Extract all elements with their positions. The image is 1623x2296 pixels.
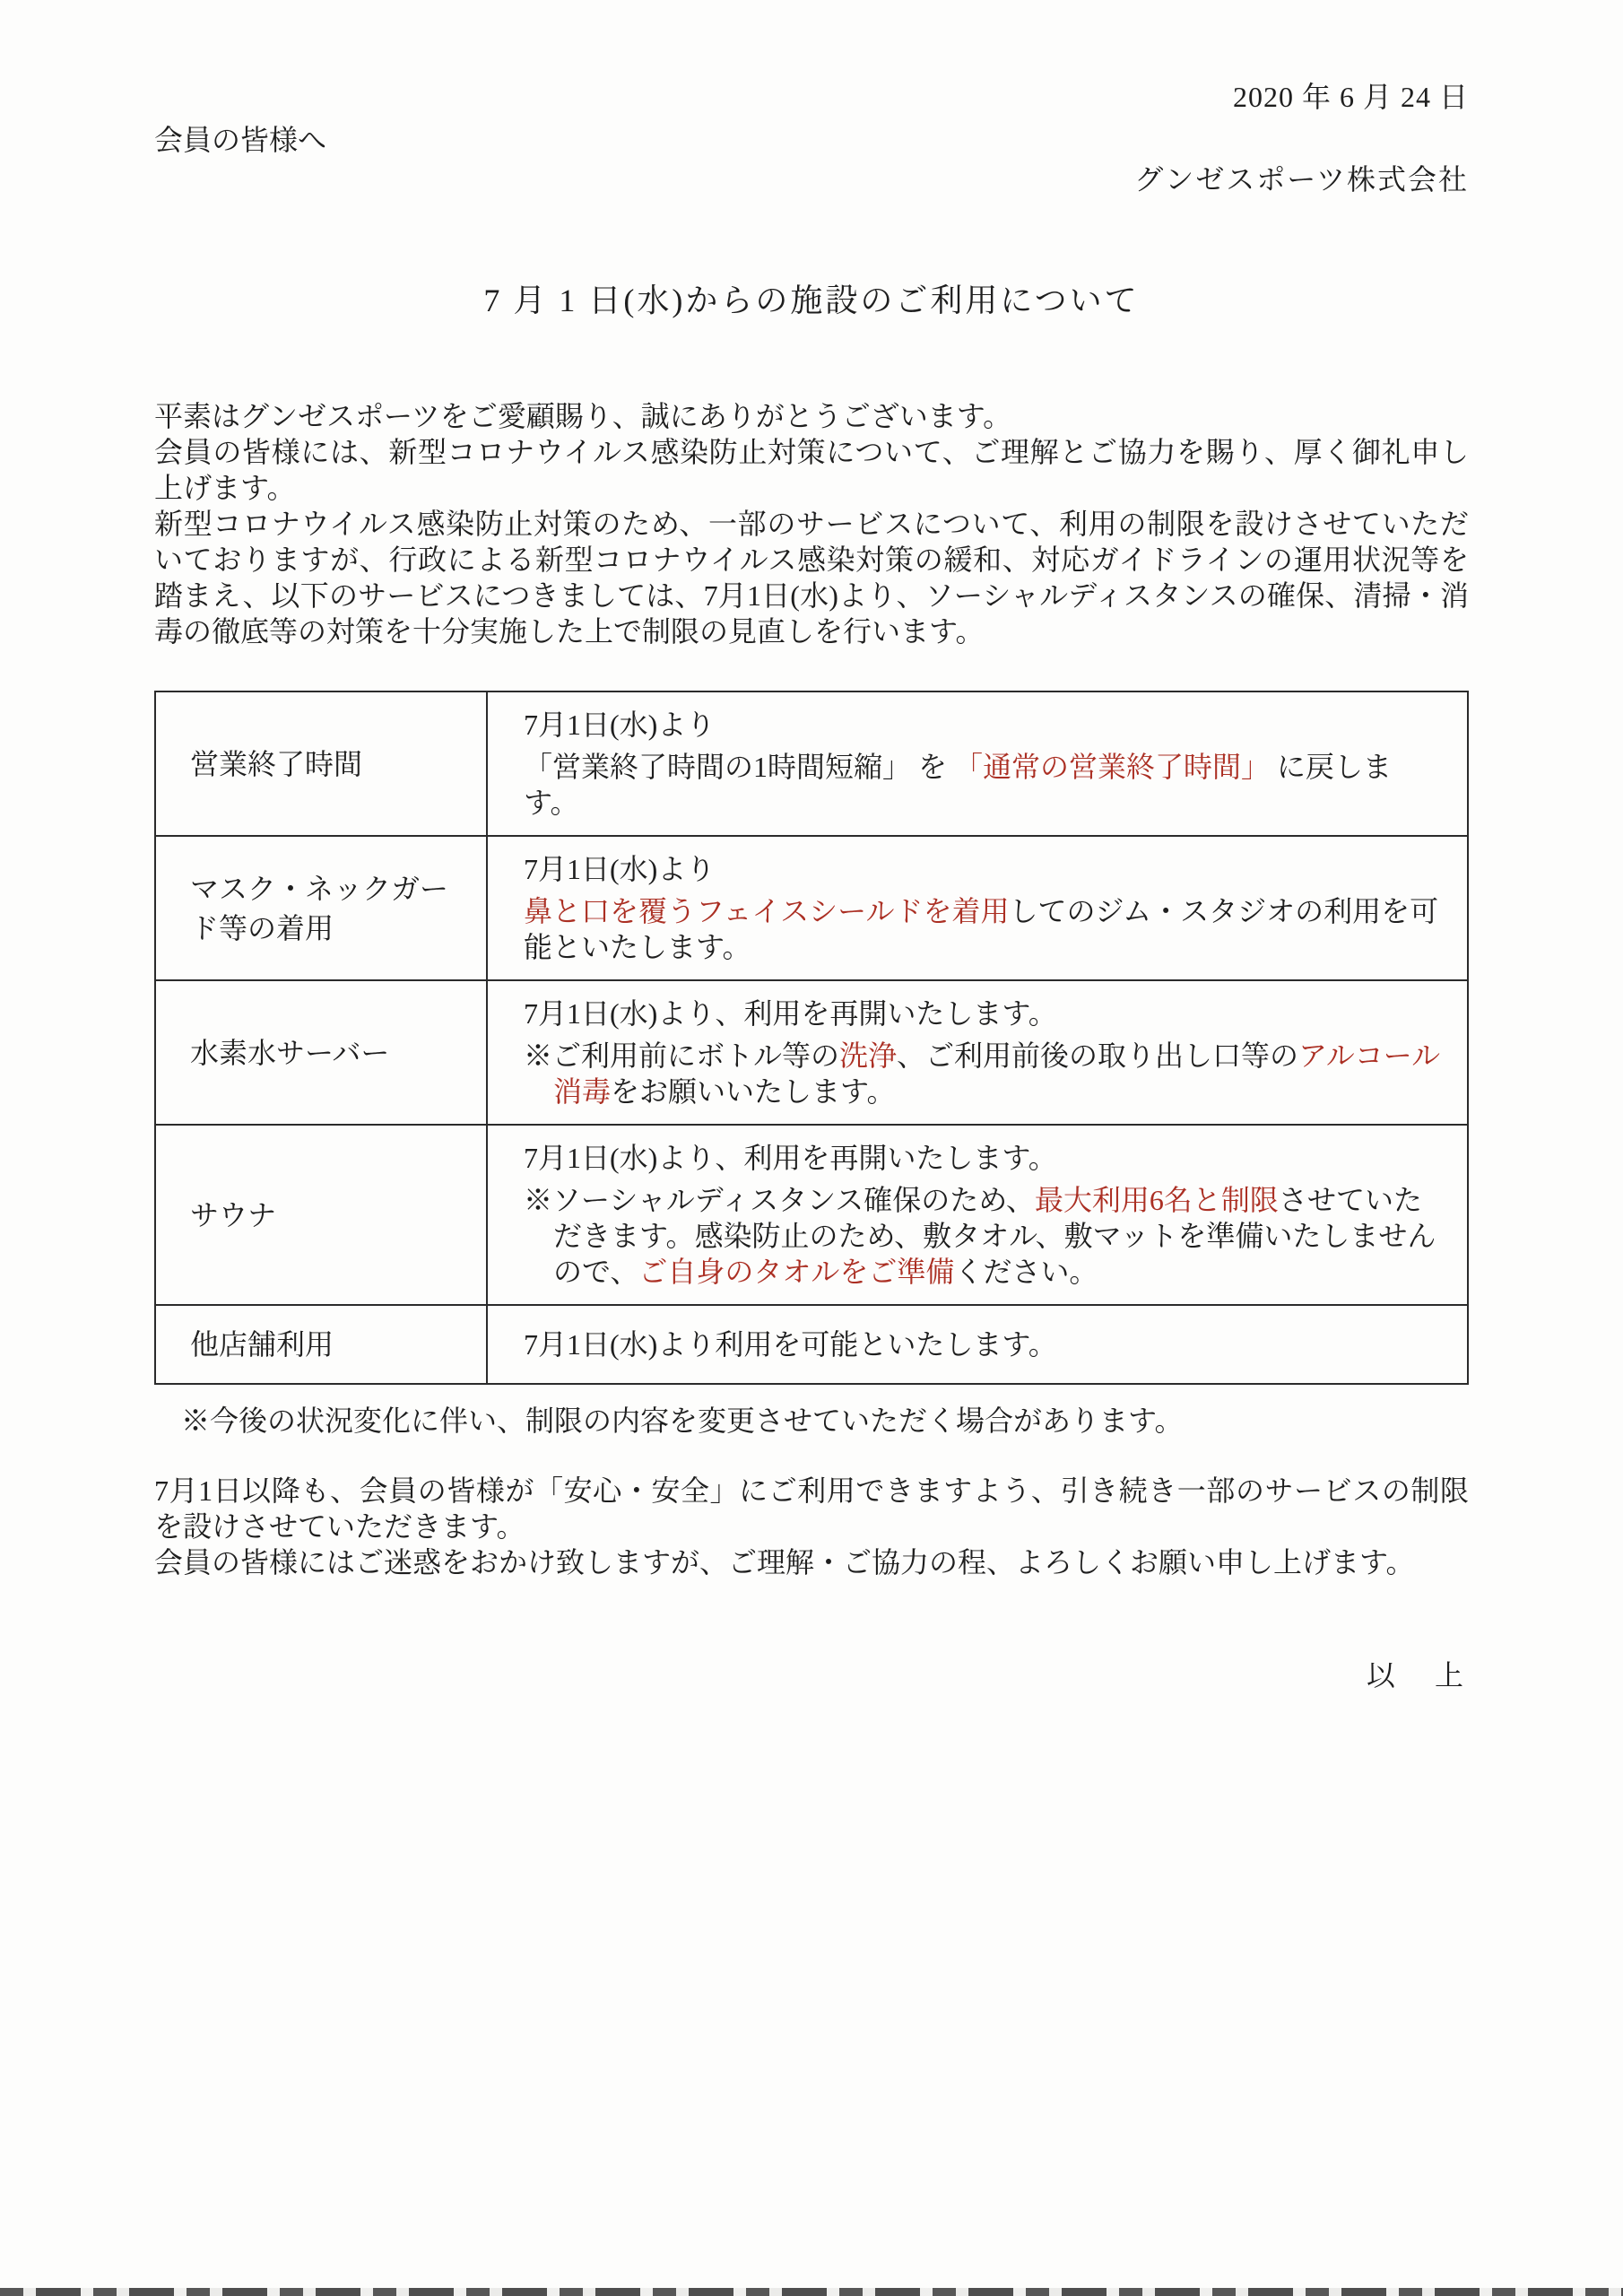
detail-line xyxy=(524,749,1445,821)
sender-company-name: グンゼスポーツ株式会社 xyxy=(1134,163,1469,196)
detail-line xyxy=(524,707,1445,743)
service-name-cell: 他店舗利用 xyxy=(155,1305,487,1384)
detail-line xyxy=(524,1140,1445,1176)
highlighted-red-text: アルコール消毒 xyxy=(553,1039,1441,1108)
service-name-cell: 営業終了時間 xyxy=(155,691,487,836)
highlighted-red-text: ご自身のタオルをご準備 xyxy=(638,1256,955,1288)
service-detail-cell xyxy=(487,1305,1468,1384)
intro-paragraph: 会員の皆様には、新型コロナウイルス感染防止対策について、ご理解とご協力を賜り、厚く御礼申し上げます。 xyxy=(154,436,1469,504)
intro-paragraph: 新型コロナウイルス感染防止対策のため、一部のサービスについて、利用の制限を設けさせていただいておりますが、行政による新型コロナウイルス感染対策の緩和、対応ガイドラインの運用状況等を踏まえ、以下のサービスにつきましては、7月1日(水)より、ソーシャルディスタンスの確保、清掃・消毒の徹底等の対策を十分実施した上で制限の見直しを行います。 xyxy=(154,508,1469,648)
detail-text: に戻します。 xyxy=(524,751,1393,819)
closing-paragraph: 7月1日以降も、会員の皆様が「安心・安全」にご利用できますよう、引き続き一部のサービスの制限を設けさせていただきます。 xyxy=(154,1474,1469,1543)
detail-line xyxy=(524,851,1445,887)
detail-text: ください。 xyxy=(954,1256,1098,1288)
intro-paragraph: 平素はグンゼスポーツをご愛顧賜り、誠にありがとうございます。 xyxy=(154,400,1012,432)
service-name-cell: サウナ xyxy=(155,1125,487,1305)
detail-text: させていただきます。感染防止のため、敷タオル、敷マットを準備いたしませんので、 xyxy=(553,1184,1436,1288)
closing-paragraph: 会員の皆様にはご迷惑をおかけ致しますが、ご理解・ご協力の程、よろしくお願い申し上げます。 xyxy=(154,1546,1415,1578)
detail-line xyxy=(524,1326,1445,1362)
table-row xyxy=(155,1305,1468,1384)
detail-line xyxy=(524,1038,1445,1109)
service-name-cell: マスク・ネックガード等の着用 xyxy=(155,836,487,980)
detail-text: 7月1日(水)より xyxy=(524,853,716,885)
service-detail-cell xyxy=(487,836,1468,980)
detail-text: 7月1日(水)より利用を可能といたします。 xyxy=(524,1328,1057,1361)
table-row xyxy=(155,691,1468,836)
scan-edge-artifact xyxy=(0,2288,1623,2296)
detail-text: してのジム・スタジオの利用を可能といたします。 xyxy=(524,895,1439,963)
service-detail-cell xyxy=(487,691,1468,836)
detail-text: ※ソーシャルディスタンス確保のため、 xyxy=(524,1184,1035,1216)
detail-line xyxy=(524,1182,1445,1290)
service-detail-cell xyxy=(487,1125,1468,1305)
highlighted-red-text: 最大利用6名と制限 xyxy=(1034,1184,1279,1216)
highlighted-red-text: 洗浄 xyxy=(839,1039,898,1072)
closing-mark: 以 上 xyxy=(1366,1659,1469,1692)
detail-text: 、ご利用前後の取り出し口等の xyxy=(897,1039,1299,1072)
detail-text: 「営業終了時間の1時間短縮」 を xyxy=(524,751,955,783)
recipient-line: 会員の皆様へ xyxy=(154,124,327,156)
detail-line xyxy=(524,893,1445,965)
table-note: ※今後の状況変化に伴い、制限の内容を変更させていただく場合があります。 xyxy=(181,1405,1184,1437)
service-table-body xyxy=(155,691,1468,1384)
service-restrictions-table xyxy=(154,691,1469,1385)
detail-text: 7月1日(水)より xyxy=(524,709,716,741)
table-row xyxy=(155,980,1468,1125)
detail-text: 7月1日(水)より、利用を再開いたします。 xyxy=(524,997,1057,1030)
highlighted-red-text: 鼻と口を覆うフェイスシールドを着用 xyxy=(524,895,1010,927)
highlighted-red-text: 「通常の営業終了時間」 xyxy=(954,751,1271,783)
table-row xyxy=(155,836,1468,980)
detail-text: をお願いいたします。 xyxy=(611,1075,896,1108)
service-detail-cell xyxy=(487,980,1468,1125)
document-title: 7 月 1 日(水)からの施設のご利用について xyxy=(483,283,1140,318)
detail-text: ※ご利用前にボトル等の xyxy=(524,1039,840,1072)
detail-line xyxy=(524,996,1445,1031)
table-row xyxy=(155,1125,1468,1305)
document-date: 2020 年 6 月 24 日 xyxy=(1232,81,1469,113)
intro-paragraphs xyxy=(154,398,1469,649)
service-name-cell: 水素水サーバー xyxy=(155,980,487,1125)
closing-paragraphs xyxy=(154,1473,1469,1580)
detail-text: 7月1日(水)より、利用を再開いたします。 xyxy=(524,1142,1057,1174)
